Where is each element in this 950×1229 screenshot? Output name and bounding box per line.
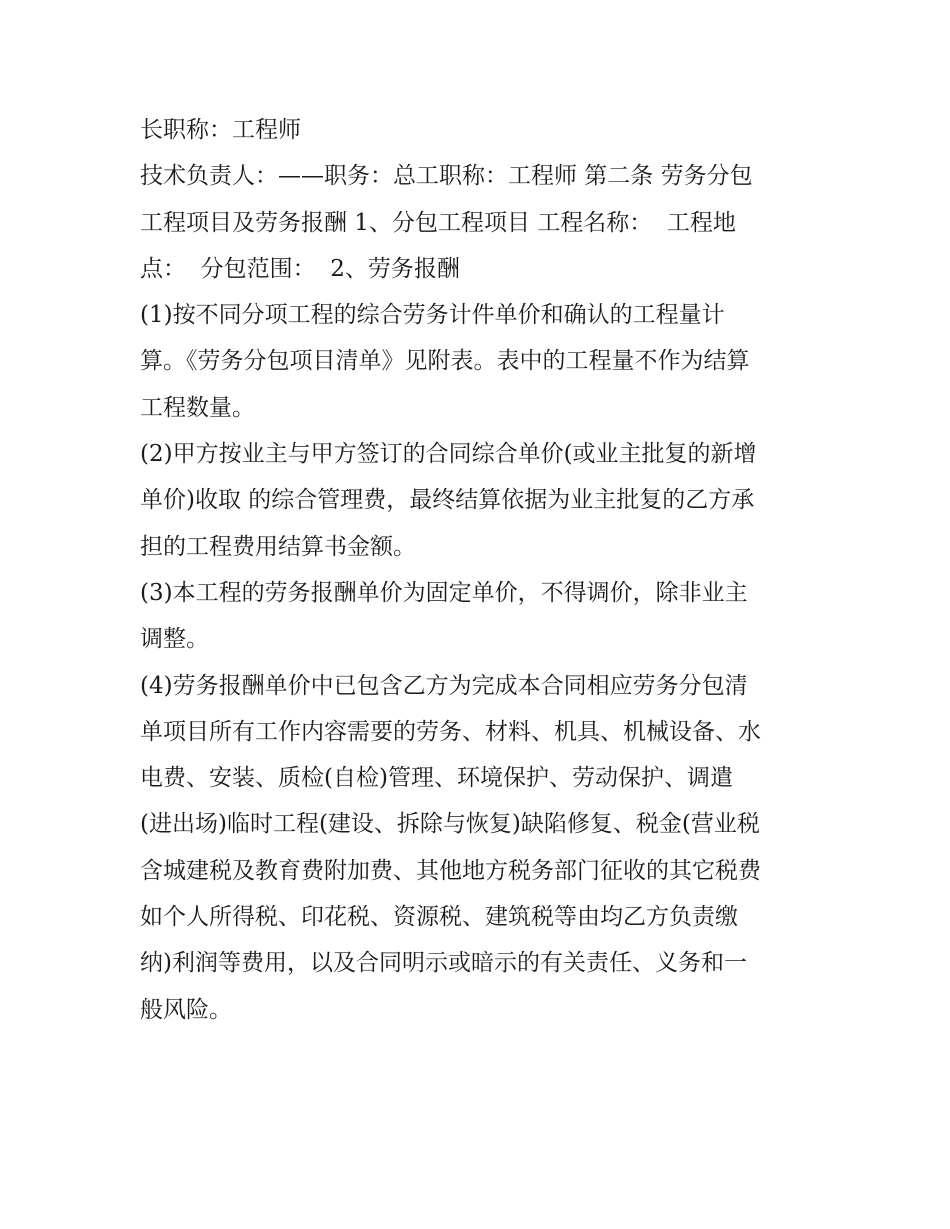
text-line: 如个人所得税、印花税、资源税、建筑税等由均乙方负责缴	[140, 904, 738, 931]
text-line: 长职称：工程师	[140, 117, 301, 143]
text-line: 工程项目及劳务报酬 1、分包工程项目 工程名称： 工程地	[140, 209, 736, 236]
text-line: 般风险。	[140, 996, 232, 1023]
text-line: 电费、安装、质检(自检)管理、环境保护、劳动保护、调遣	[140, 765, 733, 792]
text-line: (2)甲方按业主与甲方签订的合同综合单价(或业主批复的新增	[140, 441, 757, 468]
text-line: (3)本工程的劳务报酬单价为固定单价，不得调价，除非业主	[140, 579, 748, 606]
text-line: (进出场)临时工程(建设、拆除与恢复)缺陷修复、税金(营业税	[140, 811, 760, 838]
text-line: 含城建税及教育费附加费、其他地方税务部门征收的其它税费	[140, 857, 761, 884]
text-line: 算。《劳务分包项目清单》见附表。表中的工程量不作为结算	[140, 348, 750, 375]
text-line: 单项目所有工作内容需要的劳务、材料、机具、机械设备、水	[140, 718, 761, 745]
text-line: 调整。	[140, 626, 209, 653]
text-line: 纳)利润等费用，以及合同明示或暗示的有关责任、义务和一	[140, 950, 747, 977]
text-line: 点： 分包范围： 2、劳务报酬	[140, 255, 460, 282]
document-body	[140, 107, 820, 1033]
text-line: 担的工程费用结算书金额。	[140, 533, 416, 560]
text-line: 单价)收取 的综合管理费，最终结算依据为业主批复的乙方承	[140, 487, 755, 514]
text-line: (4)劳务报酬单价中已包含乙方为完成本合同相应劳务分包清	[140, 672, 748, 699]
text-line: 技术负责人：——职务：总工职称：工程师 第二条 劳务分包	[140, 163, 753, 190]
text-line: 工程数量。	[140, 394, 255, 421]
text-line: (1)按不同分项工程的综合劳务计件单价和确认的工程量计	[140, 302, 725, 329]
